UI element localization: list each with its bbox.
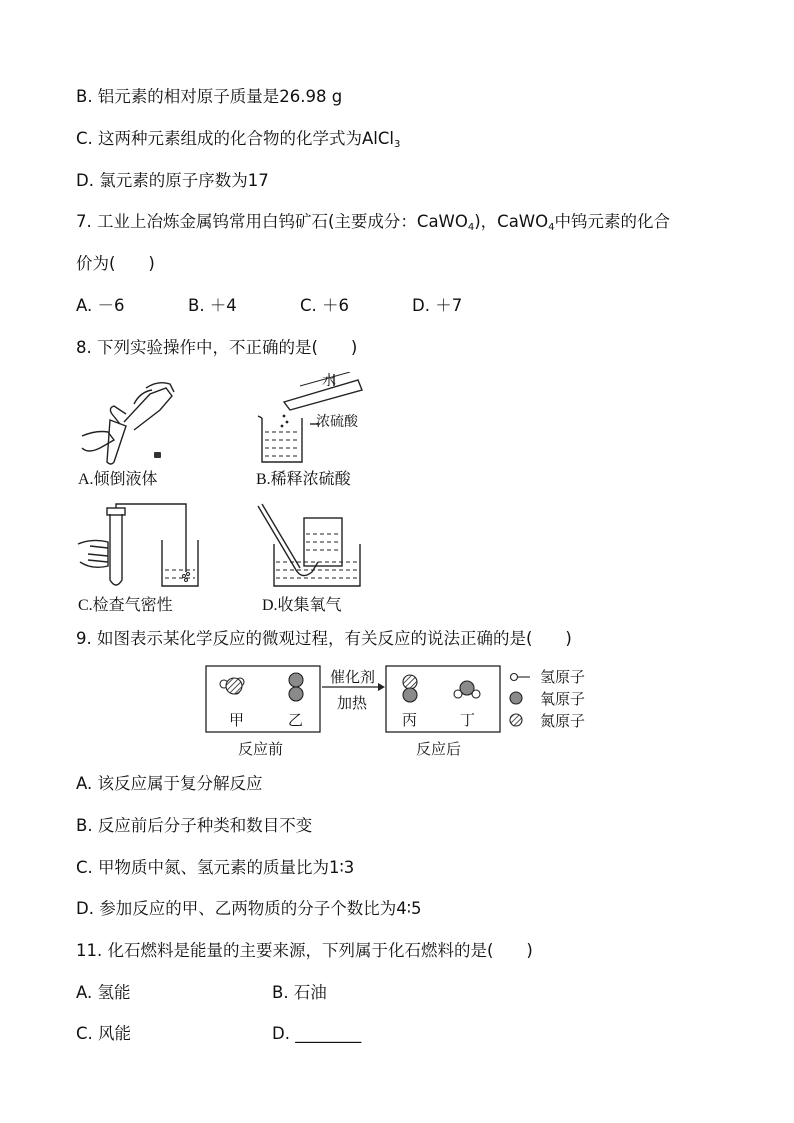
q11-option-b: B. 石油 — [272, 983, 327, 1002]
q9-option-a: A. 该反应属于复分解反应 — [76, 774, 263, 793]
legend-nitrogen-icon — [510, 714, 522, 726]
q6-option-c: C. 这两种元素组成的化合物的化学式为AlCl$_3$ — [76, 129, 401, 150]
q7-option-b: B. ＋4 — [188, 296, 237, 315]
q8-stem: 8. 下列实验操作中，不正确的是( ) — [76, 338, 358, 357]
q7-stem: 7. 工业上冶炼金属钨常用白钨矿石(主要成分：CaWO$_4$)，CaWO$_4$中钨元素的化合 — [76, 212, 670, 233]
molecule-ammonia — [220, 678, 244, 694]
condition-heating: 加热 — [337, 694, 368, 712]
q6-option-d: D. 氯元素的原子序数为17 — [76, 171, 269, 190]
q11-option-d: D. ________ — [272, 1024, 362, 1043]
q7-option-a: A. －6 — [76, 296, 125, 315]
figure-collecting-oxygen — [256, 500, 368, 592]
legend-nitrogen-label: 氮原子 — [540, 712, 586, 730]
q9-option-c: C. 甲物质中氮、氢元素的质量比为1∶3 — [76, 858, 355, 877]
legend-hydrogen-icon — [511, 674, 531, 681]
q7-option-c: C. ＋6 — [300, 296, 350, 315]
figure-pouring-liquid — [74, 374, 184, 466]
figure-diluting-acid — [250, 372, 380, 466]
label-before: 反应前 — [238, 740, 284, 758]
label-bing: 丙 — [402, 711, 418, 729]
legend-oxygen-icon — [510, 692, 522, 704]
arrow-head — [378, 683, 385, 691]
molecule-water — [454, 681, 480, 698]
figure-airtightness — [74, 500, 206, 592]
q9-option-b: B. 反应前后分子种类和数目不变 — [76, 816, 313, 835]
condition-catalyst: 催化剂 — [330, 668, 376, 686]
label-ding: 丁 — [460, 711, 476, 729]
caption-b: B.稀释浓硫酸 — [256, 471, 351, 488]
q9-stem: 9. 如图表示某化学反应的微观过程，有关反应的说法正确的是( ) — [76, 629, 572, 648]
label-yi: 乙 — [288, 711, 304, 729]
caption-c: C.检查气密性 — [78, 597, 173, 614]
q11-option-c: C. 风能 — [76, 1024, 132, 1043]
q7-option-d: D. ＋7 — [412, 296, 463, 315]
legend-oxygen-label: 氧原子 — [540, 690, 586, 708]
molecule-nitric-oxide — [403, 675, 417, 702]
q9-option-d: D. 参加反应的甲、乙两物质的分子个数比为4∶5 — [76, 899, 422, 918]
molecule-oxygen — [289, 673, 303, 701]
caption-d: D.收集氧气 — [262, 597, 342, 614]
q11-stem: 11. 化石燃料是能量的主要来源，下列属于化石燃料的是( ) — [76, 941, 533, 960]
label-concentrated-acid: 浓硫酸 — [316, 414, 358, 430]
q11-option-a: A. 氢能 — [76, 983, 131, 1002]
label-water: 水 — [322, 373, 336, 389]
legend-hydrogen-label: 氢原子 — [540, 668, 586, 686]
label-after: 反应后 — [416, 740, 462, 758]
caption-a: A.倾倒液体 — [78, 471, 158, 488]
label-jia: 甲 — [229, 711, 245, 729]
q6-option-b: B. 铝元素的相对原子质量是26.98 g — [76, 87, 343, 106]
q7-stem-line2: 价为( ) — [76, 254, 155, 273]
